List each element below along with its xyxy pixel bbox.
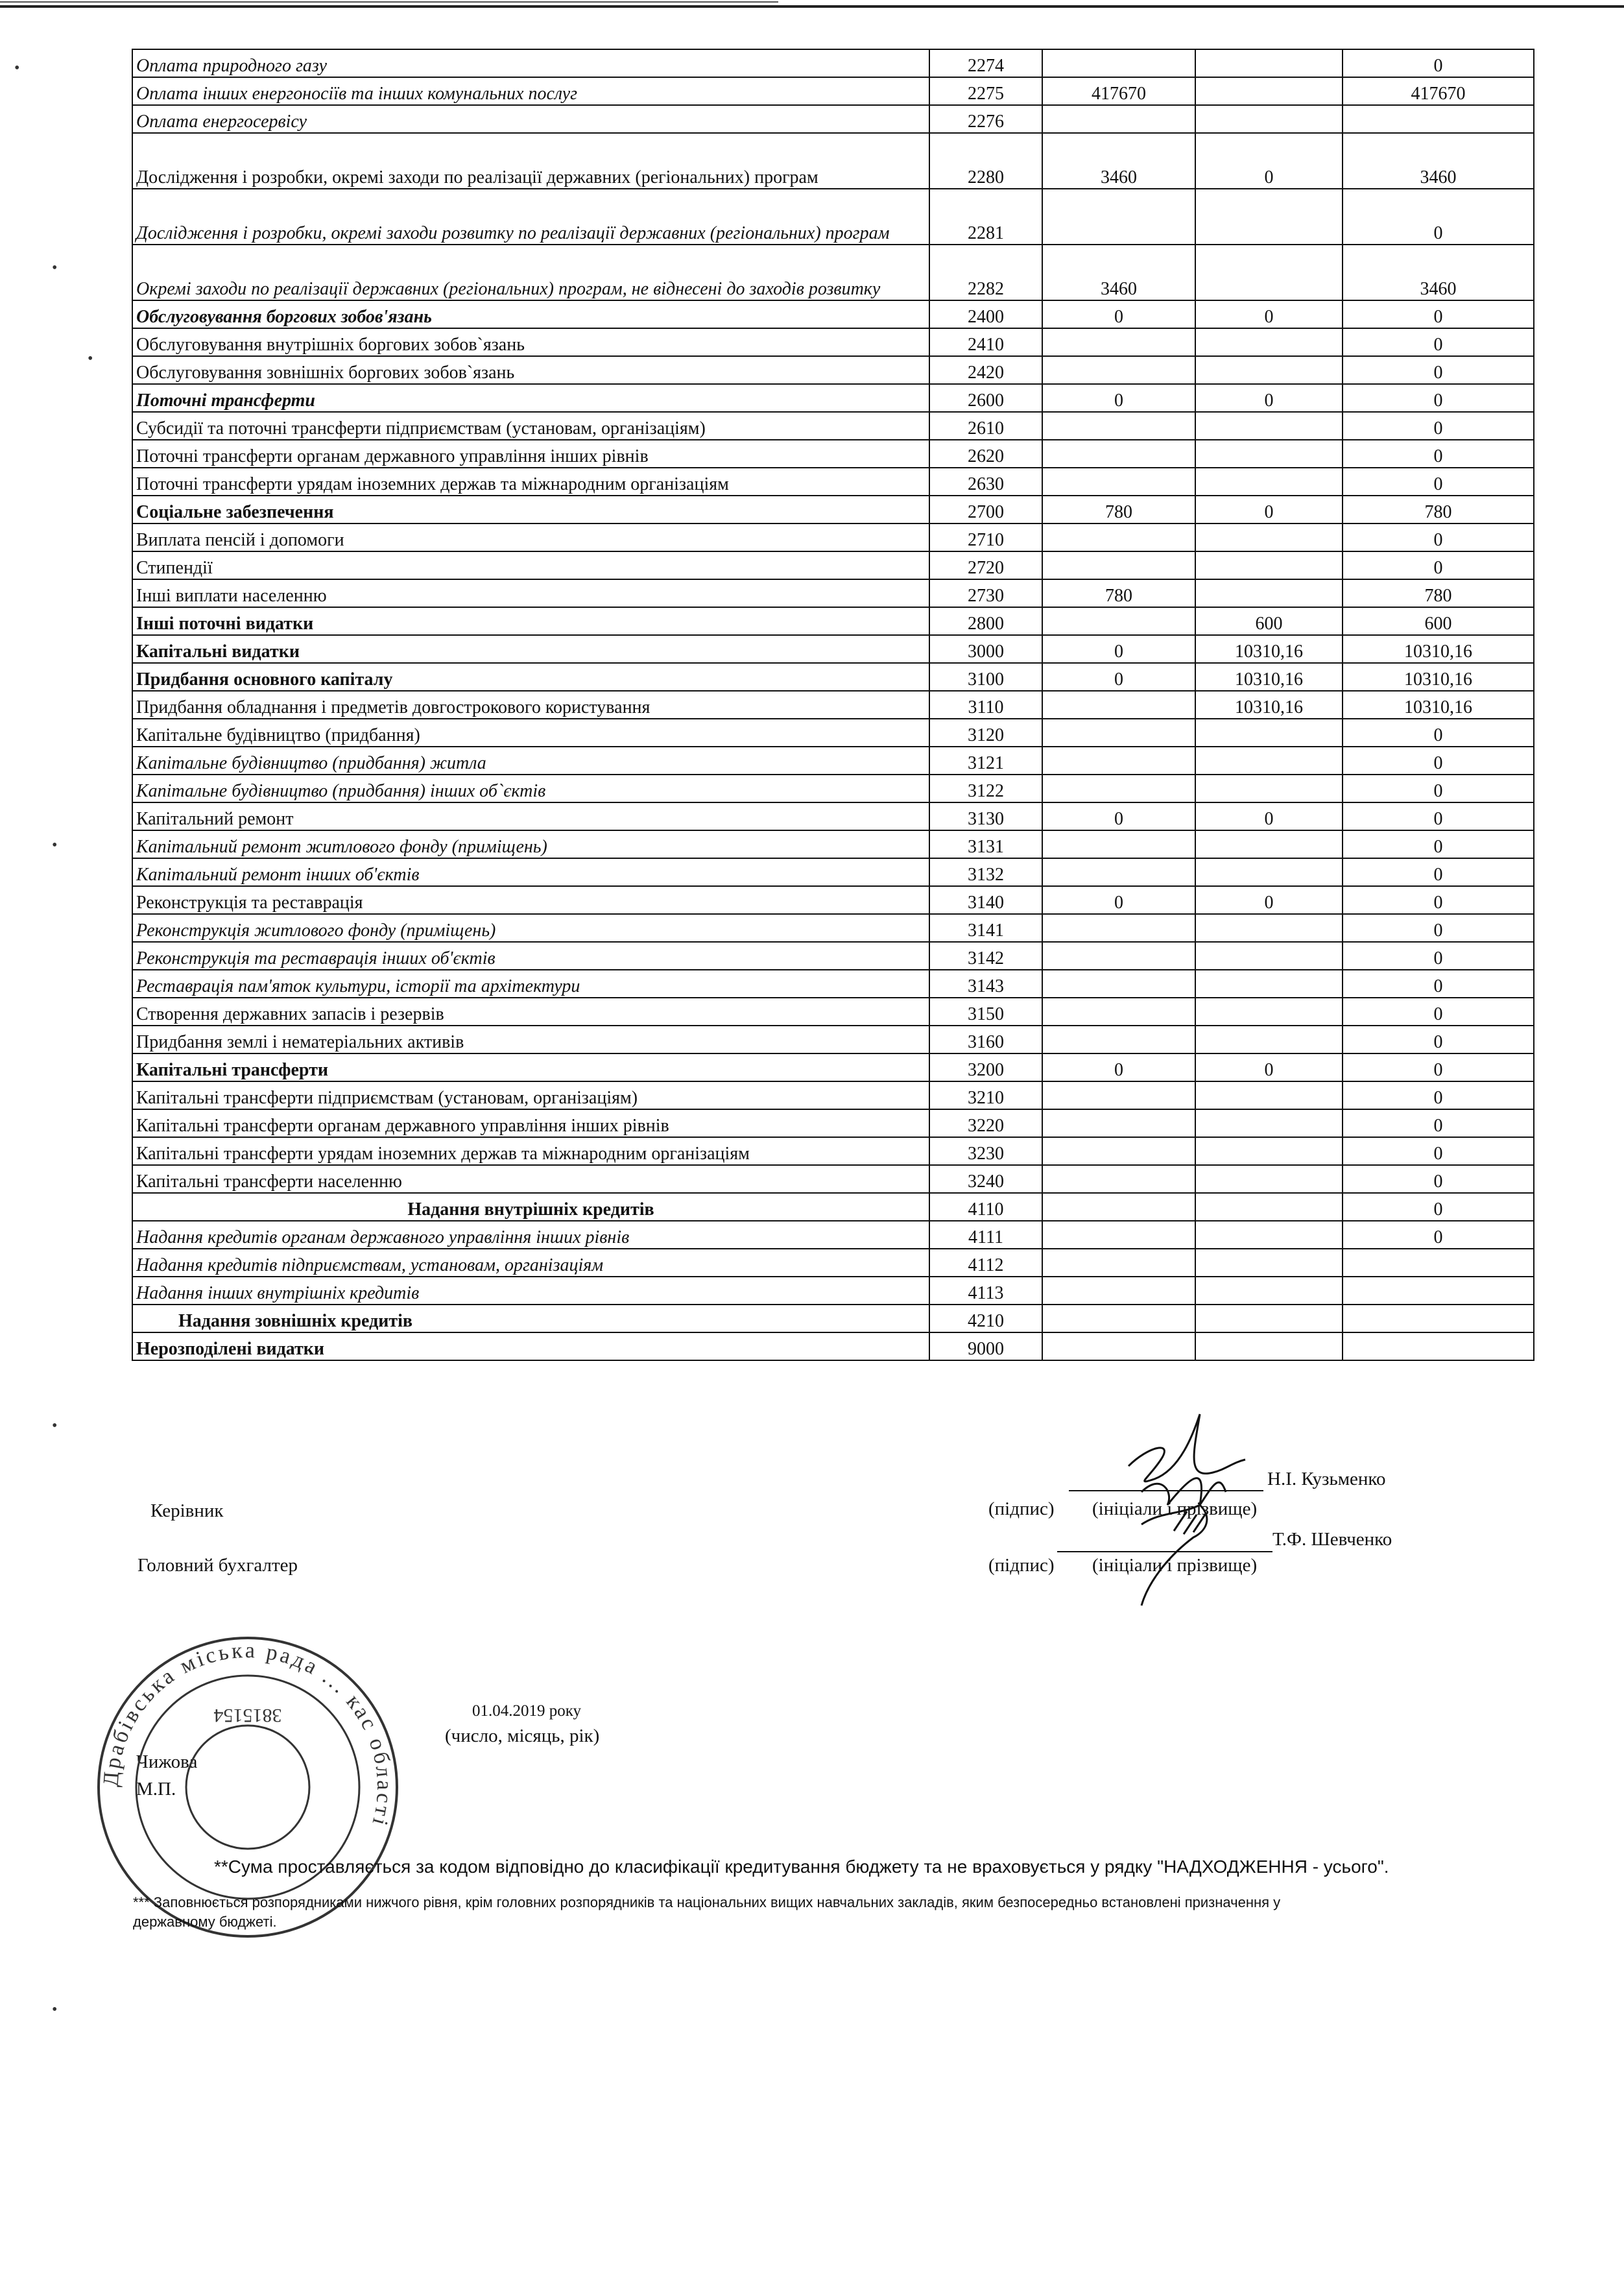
row-value-1 bbox=[1042, 998, 1195, 1026]
row-value-total: 0 bbox=[1343, 747, 1534, 775]
row-value-2 bbox=[1195, 747, 1343, 775]
table-row bbox=[132, 1081, 1534, 1109]
row-name: Надання внутрішніх кредитів bbox=[132, 1193, 929, 1221]
table-row bbox=[132, 1305, 1534, 1332]
table-row bbox=[132, 802, 1534, 830]
row-code: 2280 bbox=[929, 133, 1042, 189]
row-code: 3000 bbox=[929, 635, 1042, 663]
row-value-1 bbox=[1042, 1305, 1195, 1332]
row-name: Капітальний ремонт bbox=[132, 802, 929, 830]
row-name: Обслуговування внутрішніх боргових зобов`язань bbox=[132, 328, 929, 356]
row-name: Капітальні трансферти bbox=[132, 1053, 929, 1081]
row-name: Оплата природного газу bbox=[132, 49, 929, 77]
table-row bbox=[132, 496, 1534, 523]
row-value-2: 10310,16 bbox=[1195, 635, 1343, 663]
table-row bbox=[132, 328, 1534, 356]
row-code: 3160 bbox=[929, 1026, 1042, 1053]
row-value-2 bbox=[1195, 105, 1343, 133]
footnote-lower-level-line2: державному бюджеті. bbox=[133, 1914, 277, 1930]
table-row bbox=[132, 747, 1534, 775]
row-name: Капітальні трансферти органам державного управління інших рівнів bbox=[132, 1109, 929, 1137]
row-code: 4112 bbox=[929, 1249, 1042, 1277]
table-row bbox=[132, 914, 1534, 942]
row-value-1: 0 bbox=[1042, 663, 1195, 691]
row-value-total: 0 bbox=[1343, 886, 1534, 914]
table-row bbox=[132, 886, 1534, 914]
row-value-total: 600 bbox=[1343, 607, 1534, 635]
row-code: 3120 bbox=[929, 719, 1042, 747]
row-value-2: 0 bbox=[1195, 1053, 1343, 1081]
row-code: 2275 bbox=[929, 77, 1042, 105]
row-code: 2600 bbox=[929, 384, 1042, 412]
table-row bbox=[132, 1277, 1534, 1305]
row-code: 2400 bbox=[929, 300, 1042, 328]
row-name: Поточні трансферти урядам іноземних держав та міжнародним організаціям bbox=[132, 468, 929, 496]
row-value-2 bbox=[1195, 1332, 1343, 1360]
row-value-total: 780 bbox=[1343, 496, 1534, 523]
row-value-1: 780 bbox=[1042, 496, 1195, 523]
row-value-total: 0 bbox=[1343, 384, 1534, 412]
row-code: 3110 bbox=[929, 691, 1042, 719]
executor-name: Чижова bbox=[136, 1751, 198, 1772]
row-name: Придбання обладнання і предметів довгострокового користування bbox=[132, 691, 929, 719]
row-name: Виплата пенсій і допомоги bbox=[132, 523, 929, 551]
row-value-1 bbox=[1042, 1109, 1195, 1137]
row-name: Дослідження і розробки, окремі заходи розвитку по реалізації державних (регіональних) програм bbox=[132, 189, 929, 245]
row-name: Надання зовнішніх кредитів bbox=[132, 1305, 929, 1332]
table-row bbox=[132, 189, 1534, 245]
row-value-1 bbox=[1042, 970, 1195, 998]
table-row bbox=[132, 412, 1534, 440]
row-code: 2800 bbox=[929, 607, 1042, 635]
row-value-1: 0 bbox=[1042, 1053, 1195, 1081]
row-value-total: 0 bbox=[1343, 830, 1534, 858]
seal-mark: М.П. bbox=[136, 1779, 176, 1799]
row-name: Реконструкція житлового фонду (приміщень) bbox=[132, 914, 929, 942]
svg-text:Драбівська міська рада ... кас: Драбівська міська рада ... кас області bbox=[99, 1638, 397, 1831]
row-value-1: 3460 bbox=[1042, 245, 1195, 300]
table-row bbox=[132, 663, 1534, 691]
table-row bbox=[132, 384, 1534, 412]
table-row bbox=[132, 1109, 1534, 1137]
row-value-1 bbox=[1042, 607, 1195, 635]
row-value-1 bbox=[1042, 412, 1195, 440]
row-name: Інші виплати населенню bbox=[132, 579, 929, 607]
row-code: 3210 bbox=[929, 1081, 1042, 1109]
row-value-2 bbox=[1195, 189, 1343, 245]
row-name: Капітальні видатки bbox=[132, 635, 929, 663]
row-value-1 bbox=[1042, 1332, 1195, 1360]
accountant-label: Головний бухгалтер bbox=[137, 1555, 298, 1576]
row-name: Капітальне будівництво (придбання) bbox=[132, 719, 929, 747]
row-code: 4210 bbox=[929, 1305, 1042, 1332]
table-row bbox=[132, 1026, 1534, 1053]
row-value-1: 0 bbox=[1042, 886, 1195, 914]
row-name: Оплата енергосервісу bbox=[132, 105, 929, 133]
row-value-total: 0 bbox=[1343, 1026, 1534, 1053]
row-value-1: 780 bbox=[1042, 579, 1195, 607]
row-name: Поточні трансферти bbox=[132, 384, 929, 412]
table-row bbox=[132, 858, 1534, 886]
scan-top-border bbox=[0, 5, 1624, 8]
row-name: Придбання землі і нематеріальних активів bbox=[132, 1026, 929, 1053]
row-code: 2620 bbox=[929, 440, 1042, 468]
scan-dot: • bbox=[88, 350, 93, 367]
row-code: 2630 bbox=[929, 468, 1042, 496]
row-value-2 bbox=[1195, 1249, 1343, 1277]
row-code: 3121 bbox=[929, 747, 1042, 775]
row-value-total: 0 bbox=[1343, 719, 1534, 747]
row-value-2: 600 bbox=[1195, 607, 1343, 635]
table-row bbox=[132, 998, 1534, 1026]
row-value-2 bbox=[1195, 468, 1343, 496]
row-value-total: 0 bbox=[1343, 858, 1534, 886]
row-value-2 bbox=[1195, 830, 1343, 858]
accountant-name: Т.Ф. Шевченко bbox=[1272, 1529, 1392, 1550]
head-label: Керівник bbox=[150, 1500, 224, 1521]
row-value-total: 0 bbox=[1343, 942, 1534, 970]
row-name: Обслуговування зовнішніх боргових зобов`язань bbox=[132, 356, 929, 384]
row-value-total: 0 bbox=[1343, 328, 1534, 356]
row-value-total: 0 bbox=[1343, 802, 1534, 830]
table-row bbox=[132, 468, 1534, 496]
table-row bbox=[132, 830, 1534, 858]
table-row bbox=[132, 1193, 1534, 1221]
row-value-2 bbox=[1195, 551, 1343, 579]
table-row bbox=[132, 105, 1534, 133]
row-value-total: 0 bbox=[1343, 1221, 1534, 1249]
row-code: 3220 bbox=[929, 1109, 1042, 1137]
row-value-1 bbox=[1042, 356, 1195, 384]
row-value-1 bbox=[1042, 1026, 1195, 1053]
row-value-total: 0 bbox=[1343, 998, 1534, 1026]
row-code: 3142 bbox=[929, 942, 1042, 970]
scan-dot: • bbox=[14, 60, 20, 77]
row-value-1: 3460 bbox=[1042, 133, 1195, 189]
row-value-total: 3460 bbox=[1343, 133, 1534, 189]
row-value-total bbox=[1343, 105, 1534, 133]
row-value-1 bbox=[1042, 105, 1195, 133]
row-value-2 bbox=[1195, 1193, 1343, 1221]
row-name: Реконструкція та реставрація інших об'єктів bbox=[132, 942, 929, 970]
row-value-total: 0 bbox=[1343, 440, 1534, 468]
row-code: 2274 bbox=[929, 49, 1042, 77]
row-value-2 bbox=[1195, 328, 1343, 356]
row-name: Капітальні трансферти населенню bbox=[132, 1165, 929, 1193]
table-row bbox=[132, 1249, 1534, 1277]
row-value-total bbox=[1343, 1305, 1534, 1332]
row-value-total: 0 bbox=[1343, 914, 1534, 942]
row-value-total: 0 bbox=[1343, 1053, 1534, 1081]
row-name: Нерозподілені видатки bbox=[132, 1332, 929, 1360]
row-value-1 bbox=[1042, 328, 1195, 356]
row-value-2 bbox=[1195, 775, 1343, 802]
row-value-total: 0 bbox=[1343, 1165, 1534, 1193]
row-code: 4111 bbox=[929, 1221, 1042, 1249]
row-value-2 bbox=[1195, 998, 1343, 1026]
footnote-credit: **Сума проставляється за кодом відповідно до класифікації кредитування бюджету та не враховується у рядку "НАДХОДЖЕННЯ - усього". bbox=[214, 1857, 1389, 1877]
row-code: 3122 bbox=[929, 775, 1042, 802]
row-name: Надання кредитів органам державного управління інших рівнів bbox=[132, 1221, 929, 1249]
row-value-2 bbox=[1195, 440, 1343, 468]
row-value-2 bbox=[1195, 1081, 1343, 1109]
scan-dot: • bbox=[52, 259, 58, 276]
row-value-1 bbox=[1042, 1165, 1195, 1193]
table-row bbox=[132, 1221, 1534, 1249]
row-value-total: 0 bbox=[1343, 1137, 1534, 1165]
row-name: Надання інших внутрішніх кредитів bbox=[132, 1277, 929, 1305]
report-date: 01.04.2019 року bbox=[472, 1702, 582, 1720]
row-name: Окремі заходи по реалізації державних (регіональних) програм, не віднесені до заходів розвитку bbox=[132, 245, 929, 300]
row-value-total: 10310,16 bbox=[1343, 691, 1534, 719]
accountant-initials-caption: (ініціали і прізвище) bbox=[1092, 1555, 1258, 1576]
row-code: 4110 bbox=[929, 1193, 1042, 1221]
row-value-total: 0 bbox=[1343, 970, 1534, 998]
row-value-total: 780 bbox=[1343, 579, 1534, 607]
row-value-total: 0 bbox=[1343, 468, 1534, 496]
signature-drawing bbox=[1103, 1395, 1284, 1615]
table-row bbox=[132, 691, 1534, 719]
row-value-2 bbox=[1195, 1109, 1343, 1137]
footnote-lower-level-line1: *** Заповнюється розпорядниками нижчого рівня, крім головних розпорядників та національних вищих навчальних закладів, яким безпосередньо встановлені призначення у bbox=[133, 1894, 1281, 1910]
row-value-1 bbox=[1042, 1137, 1195, 1165]
row-value-1 bbox=[1042, 1221, 1195, 1249]
row-value-total bbox=[1343, 1332, 1534, 1360]
row-value-2 bbox=[1195, 523, 1343, 551]
row-name: Капітальне будівництво (придбання) інших об`єктів bbox=[132, 775, 929, 802]
row-value-2: 0 bbox=[1195, 300, 1343, 328]
row-code: 3150 bbox=[929, 998, 1042, 1026]
row-code: 3100 bbox=[929, 663, 1042, 691]
row-value-total: 0 bbox=[1343, 412, 1534, 440]
row-code: 2710 bbox=[929, 523, 1042, 551]
row-code: 2700 bbox=[929, 496, 1042, 523]
scan-edge-line bbox=[0, 1, 778, 3]
row-value-2 bbox=[1195, 719, 1343, 747]
row-value-total: 0 bbox=[1343, 189, 1534, 245]
row-value-2 bbox=[1195, 970, 1343, 998]
row-code: 3143 bbox=[929, 970, 1042, 998]
table-row bbox=[132, 440, 1534, 468]
row-name: Надання кредитів підприємствам, установам, організаціям bbox=[132, 1249, 929, 1277]
row-code: 9000 bbox=[929, 1332, 1042, 1360]
row-value-1 bbox=[1042, 468, 1195, 496]
row-value-total: 417670 bbox=[1343, 77, 1534, 105]
row-code: 3141 bbox=[929, 914, 1042, 942]
row-value-1: 0 bbox=[1042, 802, 1195, 830]
row-value-2 bbox=[1195, 942, 1343, 970]
row-value-2 bbox=[1195, 77, 1343, 105]
table-row bbox=[132, 635, 1534, 663]
row-value-1 bbox=[1042, 830, 1195, 858]
table-row bbox=[132, 1053, 1534, 1081]
row-value-1 bbox=[1042, 1193, 1195, 1221]
row-value-total: 10310,16 bbox=[1343, 663, 1534, 691]
row-value-2: 10310,16 bbox=[1195, 691, 1343, 719]
head-sign-caption: (підпис) bbox=[988, 1498, 1055, 1519]
row-value-1 bbox=[1042, 747, 1195, 775]
row-value-1 bbox=[1042, 440, 1195, 468]
row-value-2: 0 bbox=[1195, 886, 1343, 914]
row-value-1 bbox=[1042, 1249, 1195, 1277]
row-name: Капітальні трансферти підприємствам (установам, організаціям) bbox=[132, 1081, 929, 1109]
row-name: Субсидії та поточні трансферти підприємствам (установам, організаціям) bbox=[132, 412, 929, 440]
row-name: Стипендії bbox=[132, 551, 929, 579]
row-value-total: 0 bbox=[1343, 523, 1534, 551]
row-code: 4113 bbox=[929, 1277, 1042, 1305]
table-row bbox=[132, 1137, 1534, 1165]
table-row bbox=[132, 49, 1534, 77]
row-value-total: 0 bbox=[1343, 300, 1534, 328]
table-row bbox=[132, 1332, 1534, 1360]
row-name: Капітальний ремонт інших об'єктів bbox=[132, 858, 929, 886]
svg-text:3815154: 3815154 bbox=[213, 1705, 282, 1726]
row-value-1 bbox=[1042, 551, 1195, 579]
row-name: Реконструкція та реставрація bbox=[132, 886, 929, 914]
row-code: 2410 bbox=[929, 328, 1042, 356]
row-value-total: 0 bbox=[1343, 1193, 1534, 1221]
scan-dot: • bbox=[52, 1417, 58, 1434]
row-value-2 bbox=[1195, 858, 1343, 886]
table-body bbox=[132, 49, 1534, 1360]
row-value-2: 10310,16 bbox=[1195, 663, 1343, 691]
row-name: Створення державних запасів і резервів bbox=[132, 998, 929, 1026]
row-value-2 bbox=[1195, 1026, 1343, 1053]
row-value-1: 0 bbox=[1042, 384, 1195, 412]
table-row bbox=[132, 1165, 1534, 1193]
row-code: 2276 bbox=[929, 105, 1042, 133]
row-value-total: 0 bbox=[1343, 356, 1534, 384]
row-value-1 bbox=[1042, 189, 1195, 245]
row-name: Капітальний ремонт житлового фонду (приміщень) bbox=[132, 830, 929, 858]
row-value-1 bbox=[1042, 775, 1195, 802]
row-value-total: 0 bbox=[1343, 49, 1534, 77]
row-value-1 bbox=[1042, 523, 1195, 551]
row-code: 2720 bbox=[929, 551, 1042, 579]
row-value-total bbox=[1343, 1249, 1534, 1277]
row-code: 3130 bbox=[929, 802, 1042, 830]
table-row bbox=[132, 77, 1534, 105]
row-value-2 bbox=[1195, 1137, 1343, 1165]
row-value-2 bbox=[1195, 245, 1343, 300]
table-row bbox=[132, 719, 1534, 747]
scan-dot: • bbox=[52, 837, 58, 854]
row-code: 3230 bbox=[929, 1137, 1042, 1165]
row-value-1 bbox=[1042, 1081, 1195, 1109]
row-code: 2282 bbox=[929, 245, 1042, 300]
row-code: 3140 bbox=[929, 886, 1042, 914]
table-row bbox=[132, 523, 1534, 551]
row-value-1: 417670 bbox=[1042, 77, 1195, 105]
row-name: Капітальні трансферти урядам іноземних держав та міжнародним організаціям bbox=[132, 1137, 929, 1165]
row-name: Обслуговування боргових зобов'язань bbox=[132, 300, 929, 328]
row-value-2 bbox=[1195, 356, 1343, 384]
date-caption: (число, місяць, рік) bbox=[445, 1726, 600, 1746]
row-value-total: 0 bbox=[1343, 1081, 1534, 1109]
row-name: Оплата інших енергоносіїв та інших комунальних послуг bbox=[132, 77, 929, 105]
row-name: Поточні трансферти органам державного управління інших рівнів bbox=[132, 440, 929, 468]
row-value-1 bbox=[1042, 49, 1195, 77]
row-code: 2420 bbox=[929, 356, 1042, 384]
row-code: 3240 bbox=[929, 1165, 1042, 1193]
table-row bbox=[132, 133, 1534, 189]
row-value-2 bbox=[1195, 49, 1343, 77]
row-value-2: 0 bbox=[1195, 802, 1343, 830]
row-name: Реставрація пам'яток культури, історії та архітектури bbox=[132, 970, 929, 998]
row-value-2 bbox=[1195, 1305, 1343, 1332]
row-value-2 bbox=[1195, 1221, 1343, 1249]
table-row bbox=[132, 775, 1534, 802]
table-row bbox=[132, 579, 1534, 607]
row-code: 3200 bbox=[929, 1053, 1042, 1081]
row-code: 2730 bbox=[929, 579, 1042, 607]
row-name: Інші поточні видатки bbox=[132, 607, 929, 635]
row-value-1 bbox=[1042, 942, 1195, 970]
row-value-total: 10310,16 bbox=[1343, 635, 1534, 663]
head-initials-caption: (ініціали і прізвище) bbox=[1092, 1498, 1258, 1519]
row-value-2 bbox=[1195, 1277, 1343, 1305]
row-value-2 bbox=[1195, 412, 1343, 440]
head-name: Н.І. Кузьменко bbox=[1267, 1469, 1386, 1489]
row-value-total: 0 bbox=[1343, 551, 1534, 579]
row-name: Придбання основного капіталу bbox=[132, 663, 929, 691]
row-name: Дослідження і розробки, окремі заходи по реалізації державних (регіональних) програм bbox=[132, 133, 929, 189]
row-value-1 bbox=[1042, 1277, 1195, 1305]
row-value-1: 0 bbox=[1042, 300, 1195, 328]
row-code: 3132 bbox=[929, 858, 1042, 886]
row-value-total: 3460 bbox=[1343, 245, 1534, 300]
table-row bbox=[132, 245, 1534, 300]
row-code: 2610 bbox=[929, 412, 1042, 440]
table-row bbox=[132, 551, 1534, 579]
table-row bbox=[132, 970, 1534, 998]
row-value-2: 0 bbox=[1195, 496, 1343, 523]
row-value-1 bbox=[1042, 719, 1195, 747]
row-code: 2281 bbox=[929, 189, 1042, 245]
row-value-total: 0 bbox=[1343, 775, 1534, 802]
row-value-1 bbox=[1042, 858, 1195, 886]
table-row bbox=[132, 300, 1534, 328]
accountant-sign-caption: (підпис) bbox=[988, 1555, 1055, 1576]
row-code: 3131 bbox=[929, 830, 1042, 858]
table-row bbox=[132, 356, 1534, 384]
expenditure-table bbox=[132, 49, 1534, 1361]
table-row bbox=[132, 942, 1534, 970]
row-name: Капітальне будівництво (придбання) житла bbox=[132, 747, 929, 775]
table-row bbox=[132, 607, 1534, 635]
row-value-total bbox=[1343, 1277, 1534, 1305]
row-value-2: 0 bbox=[1195, 384, 1343, 412]
row-value-1 bbox=[1042, 691, 1195, 719]
row-value-1 bbox=[1042, 914, 1195, 942]
row-value-2 bbox=[1195, 914, 1343, 942]
scan-dot: • bbox=[52, 2001, 58, 2018]
row-name: Соціальне забезпечення bbox=[132, 496, 929, 523]
row-value-2 bbox=[1195, 579, 1343, 607]
row-value-total: 0 bbox=[1343, 1109, 1534, 1137]
row-value-2: 0 bbox=[1195, 133, 1343, 189]
row-value-2 bbox=[1195, 1165, 1343, 1193]
row-value-1: 0 bbox=[1042, 635, 1195, 663]
